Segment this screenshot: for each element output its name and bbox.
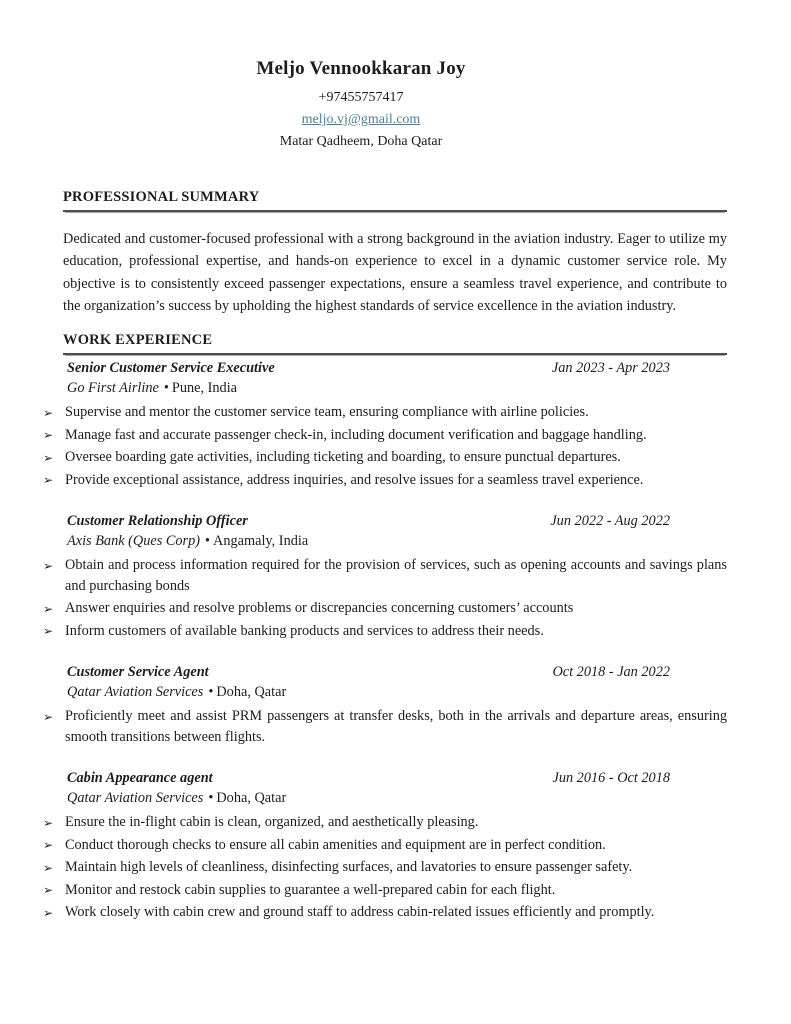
dot-separator-icon: • <box>163 380 169 397</box>
duty-item <box>43 835 727 856</box>
job-company-line <box>63 531 727 551</box>
job-entry-senior-customer-service-executive <box>43 358 727 490</box>
duty-item <box>43 447 727 468</box>
duty-item <box>43 857 727 878</box>
job-head <box>63 358 727 378</box>
job-location: Doha, Qatar <box>216 684 287 701</box>
arrow-bullet-icon: ➢ <box>43 558 54 573</box>
job-duties-list <box>43 555 727 641</box>
summary-text: Dedicated and customer-focused professional with a strong background in the aviation industry. Eager to utilize my education, professional expertise, and hands-on experience to excel in a dynamic customer service role. My objective is to consistently exceed passenger expectations, ensure a seamless travel experience, and contribute to the organization’s success by upholding the highest standards of service excellence in the aviation industry. <box>63 231 727 314</box>
job-title: Senior Customer Service Executive <box>67 360 275 377</box>
job-duties-list <box>43 706 727 747</box>
job-dates: Oct 2018 - Jan 2022 <box>552 664 670 681</box>
duty-text: Answer enquiries and resolve problems or discrepancies concerning customers’ accounts <box>65 600 574 617</box>
arrow-bullet-icon: ➢ <box>43 405 54 420</box>
job-title: Customer Service Agent <box>67 664 209 681</box>
experience-section <box>43 332 727 923</box>
resume-header <box>63 56 659 153</box>
duty-item <box>43 880 727 901</box>
arrow-bullet-icon: ➢ <box>43 450 54 465</box>
duty-item <box>43 470 727 491</box>
job-company-line <box>63 788 727 808</box>
job-location: Angamaly, India <box>213 533 309 550</box>
duty-text: Work closely with cabin crew and ground staff to address cabin-related issues efficiently and promptly. <box>65 904 655 921</box>
duty-item <box>43 812 727 833</box>
duty-item <box>43 902 727 923</box>
duty-item <box>43 425 727 446</box>
job-location: Pune, India <box>171 380 238 397</box>
duty-text: Supervise and mentor the customer service team, ensuring compliance with airline policies. <box>65 404 589 421</box>
dot-separator-icon: • <box>208 684 214 701</box>
summary-section <box>63 189 727 317</box>
duty-text: Monitor and restock cabin supplies to guarantee a well-prepared cabin for each flight. <box>65 881 556 898</box>
job-duties-list <box>43 402 727 490</box>
arrow-bullet-icon: ➢ <box>43 624 54 639</box>
summary-heading: PROFESSIONAL SUMMARY <box>63 189 727 212</box>
location-text: Matar Qadheem, Doha Qatar <box>279 134 443 149</box>
arrow-bullet-icon: ➢ <box>43 473 54 488</box>
candidate-name: Meljo Vennookkaran Joy <box>256 58 466 79</box>
arrow-bullet-icon: ➢ <box>43 428 54 443</box>
job-head <box>63 511 727 531</box>
email-line <box>63 109 659 131</box>
arrow-bullet-icon: ➢ <box>43 883 54 898</box>
arrow-bullet-icon: ➢ <box>43 905 54 920</box>
duty-text: Provide exceptional assistance, address inquiries, and resolve issues for a seamless travel experience. <box>65 471 644 488</box>
job-duties-list <box>43 812 727 923</box>
duty-item <box>43 402 727 423</box>
job-title: Customer Relationship Officer <box>67 513 248 530</box>
job-company: Axis Bank (Ques Corp) <box>67 533 201 550</box>
duty-text: Proficiently meet and assist PRM passengers at transfer desks, both in the arrivals and departure areas, ensuring smooth transitions between flights. <box>65 708 727 745</box>
duty-item <box>43 621 727 642</box>
job-company: Qatar Aviation Services <box>67 790 204 807</box>
arrow-bullet-icon: ➢ <box>43 709 54 724</box>
arrow-bullet-icon: ➢ <box>43 601 54 616</box>
job-company-line <box>63 378 727 398</box>
experience-heading: WORK EXPERIENCE <box>63 332 727 355</box>
job-company: Go First Airline <box>67 380 159 397</box>
email-link[interactable]: meljo.vj@gmail.com <box>301 112 421 127</box>
duty-text: Conduct thorough checks to ensure all cabin amenities and equipment are in perfect condition. <box>65 836 606 853</box>
duty-text: Maintain high levels of cleanliness, disinfecting surfaces, and lavatories to ensure passenger safety. <box>65 859 633 876</box>
job-head <box>63 662 727 682</box>
duty-text: Manage fast and accurate passenger check-in, including document verification and baggage handling. <box>65 426 647 443</box>
job-company-line <box>63 682 727 702</box>
arrow-bullet-icon: ➢ <box>43 838 54 853</box>
arrow-bullet-icon: ➢ <box>43 815 54 830</box>
arrow-bullet-icon: ➢ <box>43 860 54 875</box>
job-dates: Jan 2023 - Apr 2023 <box>551 360 670 377</box>
job-location: Doha, Qatar <box>216 790 287 807</box>
dot-separator-icon: • <box>208 790 214 807</box>
duty-item <box>43 555 727 596</box>
job-head <box>63 768 727 788</box>
job-company: Qatar Aviation Services <box>67 684 204 701</box>
duty-item <box>43 706 727 747</box>
dot-separator-icon: • <box>205 533 211 550</box>
job-entry-customer-relationship-officer <box>43 511 727 641</box>
job-dates: Jun 2022 - Aug 2022 <box>550 513 670 530</box>
duty-text: Inform customers of available banking products and services to address their needs. <box>65 622 544 639</box>
duty-text: Oversee boarding gate activities, including ticketing and boarding, to ensure punctual departures. <box>65 449 621 466</box>
phone-number: +97455757417 <box>318 90 404 105</box>
job-dates: Jun 2016 - Oct 2018 <box>552 770 670 787</box>
duty-text: Obtain and process information required for the provision of services, such as opening accounts and savings plans and purchasing bonds <box>65 557 727 594</box>
job-entry-cabin-appearance-agent <box>43 768 727 923</box>
job-title: Cabin Appearance agent <box>67 770 213 787</box>
duty-text: Ensure the in-flight cabin is clean, organized, and aesthetically pleasing. <box>65 814 479 831</box>
job-entry-customer-service-agent <box>43 662 727 747</box>
duty-item <box>43 598 727 619</box>
